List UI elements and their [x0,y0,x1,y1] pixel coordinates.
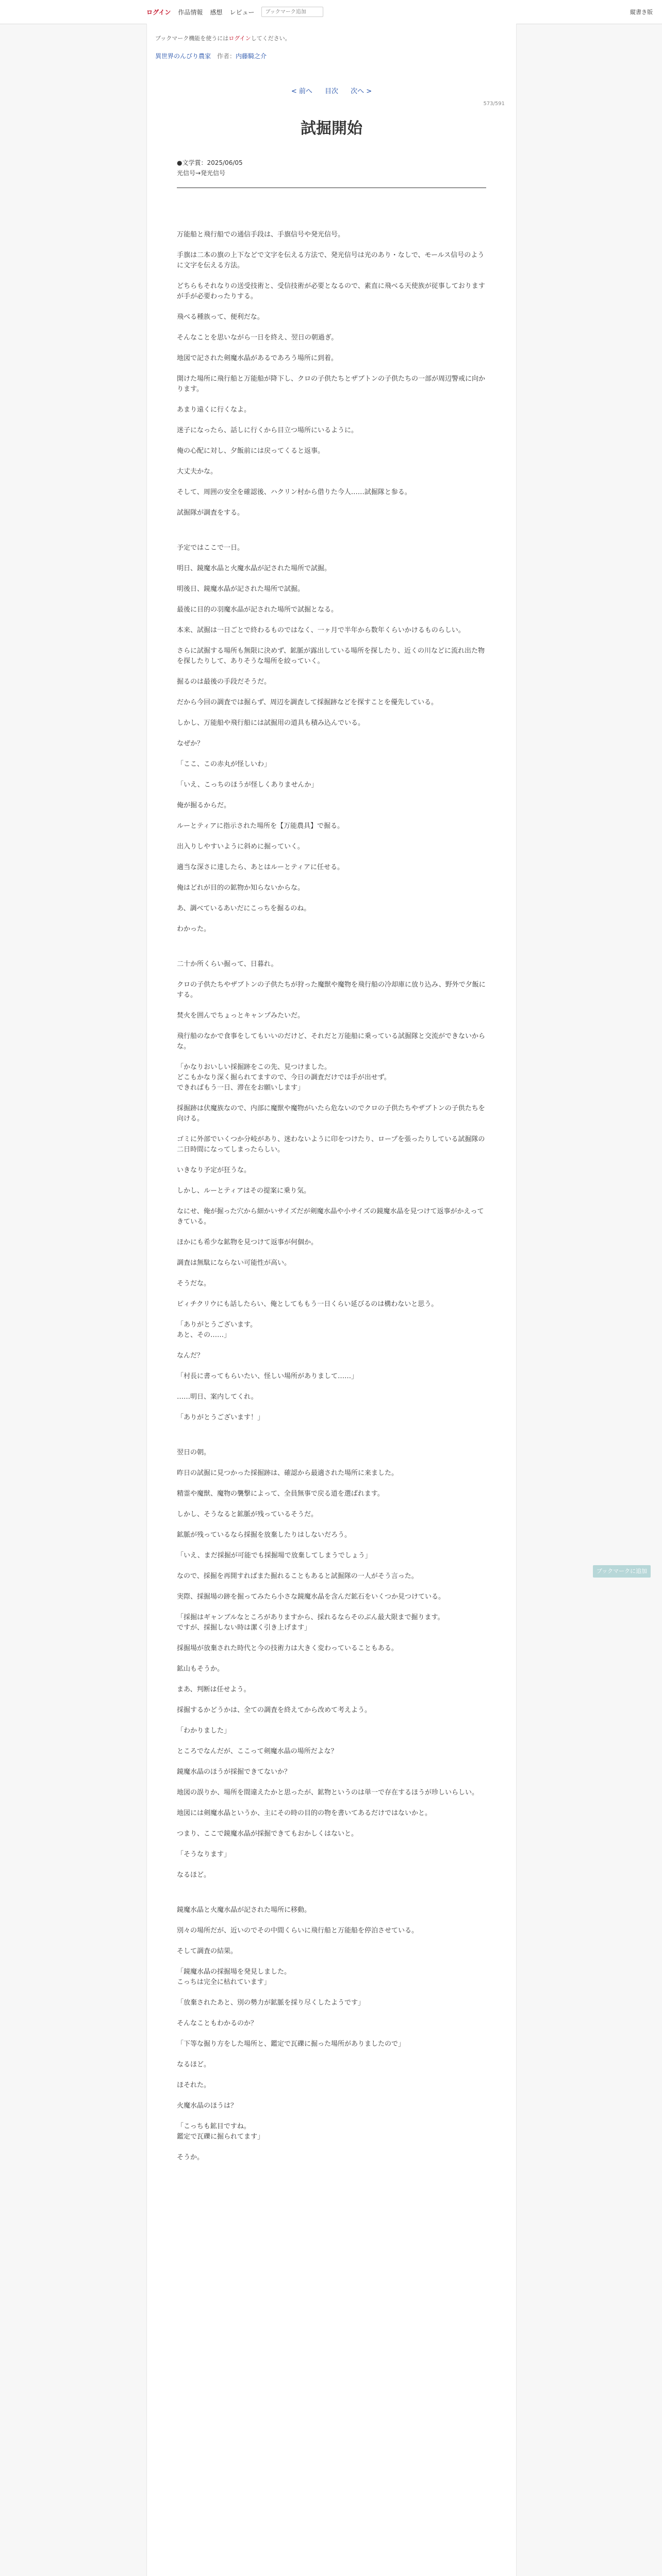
novel-info-line [155,52,267,60]
body-paragraph: なるほど。 [177,2061,211,2069]
body-paragraph: 手旗は二本の旗の上下などで文字を伝える方法で、発光信号は光のあり・なしで、モールス信号のように文字を伝える方法。 [177,251,485,269]
body-paragraph: 掘るのは最後の手段だそうだ。 [177,678,271,686]
novel-title[interactable]: 異世界のんびり農家 [155,53,211,60]
body-paragraph: なぜか？ [177,740,204,748]
login-note: ブックマーク機能を使うにはログインしてください。 [155,35,291,42]
body-paragraph: 鏡魔水晶と火魔水晶が記された場所に移動。 [177,1906,311,1914]
top-bar [0,0,662,24]
body-paragraph: いきなり予定が狂うな。 [177,1166,251,1174]
preface-line: 光信号→発光信号 [177,170,226,177]
body-paragraph: 大丈夫かな。 [177,468,218,476]
body-paragraph: 「いえ、こっちのほうが怪しくありませんか」 [177,781,318,789]
novel-container [146,24,517,2576]
body-paragraph: まあ、判断は任せよう。 [177,1686,251,1693]
body-paragraph: そうか。 [177,2154,204,2161]
top-nav [146,6,323,18]
body-paragraph: 明後日、鏡魔水晶が記された場所で試掘。 [177,585,305,593]
body-paragraph: 「わかりました」 [177,1727,231,1735]
body-paragraph: 鉱山もそうか。 [177,1665,224,1673]
body-paragraph: ほかにも希少な鉱物を見つけて返事が何個か。 [177,1239,318,1246]
author-name[interactable]: 内藤騎之介 [236,53,267,60]
body-paragraph: 俺はどれが目的の鉱物か知らないからな。 [177,884,305,892]
body-paragraph: 適当な深さに達したら、あとはルーとティアに任せる。 [177,863,344,871]
preface-line: ●文学賞：2025/06/05 [177,159,243,166]
body-paragraph: あまり遠くに行くなよ。 [177,406,251,414]
body-paragraph: 「そうなります」 [177,1851,231,1858]
body-paragraph: 試掘隊が調査をする。 [177,509,244,517]
body-paragraph: しかし、ルーとティアはその提案に乗り気。 [177,1187,310,1195]
body-paragraph: 万能船と飛行船での通信手段は、手旗信号や発光信号。 [177,231,345,239]
bookmark-side-button[interactable]: ブックマークに追加 [593,1565,651,1578]
body-paragraph: 採掘するかどうかは、全ての調査を終えてから改めて考えよう。 [177,1706,372,1714]
body-paragraph: 調査は無駄にならない可能性が高い。 [177,1259,291,1267]
body-paragraph: しかし、万能船や飛行船には試掘用の道具も積み込んでいる。 [177,719,365,727]
body-paragraph: 「ありがとうございます！」 [177,1414,264,1421]
body-paragraph: 火魔水晶のほうは？ [177,2102,238,2110]
body-paragraph: 「下等な掘り方をした場所と、鑑定で瓦礫に掘った場所がありましたので」 [177,2040,405,2048]
body-paragraph: なにせ、俺が掘った穴から細かいサイズだが剣魔水晶や小サイズの鏡魔水晶を見つけて返事がかえってきている。 [177,1208,484,1226]
body-paragraph: そして、周囲の安全を確認後、ハクリン村から借りた今人……試掘隊と参る。 [177,488,411,496]
body-paragraph: 「村長に書ってもらいたい、怪しい場所がありまして……」 [177,1372,358,1380]
toc-link[interactable]: 目次 [324,88,338,95]
body-paragraph: 「放棄されたあと、別の勢力が鉱脈を採り尽くしたようです」 [177,1999,365,2007]
body-paragraph: 明日、鏡魔水晶と火魔水晶が記された場所で試掘。 [177,565,332,572]
body-paragraph: そして調査の結果。 [177,1947,238,1955]
body-paragraph: 採掘場が放棄された時代と今の技術力は大きく変わっていることもある。 [177,1645,398,1652]
body-paragraph: 俺の心配に対し、夕飯前には戻ってくると返事。 [177,447,325,455]
body-paragraph: しかし、そうなると鉱脈が残っているそうだ。 [177,1511,318,1518]
blank-line [177,1891,486,1895]
body-paragraph: 予定ではここで一日。 [177,544,244,552]
author-label: 作者： [217,53,236,60]
body-paragraph: 翌日の朝。 [177,1449,211,1456]
body-paragraph: さらに試掘する場所も無限に決めず、鉱脈が露出している場所を探したり、近くの川などに流れ出た物を探したりして、ありそうな場所を絞っていく。 [177,647,485,665]
body-paragraph: 昨日の試掘に見つかった採掘跡は、確認から最適された場所に来ました。 [177,1469,399,1477]
body-paragraph: 「ありがとうございます。 あと、その……」 [177,1321,257,1339]
bookmark-input[interactable] [261,7,323,17]
blank-line [177,1433,486,1437]
body-paragraph: 開けた場所に飛行船と万能船が降下し、クロの子供たちとザブトンの子供たちの一部が周辺警戒に向かります。 [177,375,486,393]
body-paragraph: 「採掘はギャンブルなところがありますから、採れるならそのぶん最大限まで掘ります。 ですが、採掘しない時は潔く引き上げます」 [177,1614,444,1632]
chapter-pager [147,86,516,95]
body-paragraph: 実際、採掘場の跡を掘ってみたら小さな鏡魔水晶を含んだ鉱石をいくつか見つけている。 [177,1593,445,1601]
chapter-number: 573/591 [483,101,505,107]
body-paragraph: 地図には剣魔水晶というか、主にその時の目的の物を書いてあるだけではないかと。 [177,1809,432,1817]
body-paragraph: 焚火を囲んでちょっとキャンプみたいだ。 [177,1012,305,1020]
body-paragraph: そんなことを思いながら一日を終え、翌日の朝過ぎ。 [177,334,338,342]
body-paragraph: 「こっちも鉱目ですね。 鑑定で瓦礫に掘られてます」 [177,2123,264,2141]
body-paragraph: クロの子供たちやザブトンの子供たちが狩った魔獣や魔物を飛行船の冷却庫に放り込み、野外で夕飯にする。 [177,981,486,999]
body-paragraph: ルーとティアに指示された場所を【万能農具】で掘る。 [177,822,344,830]
body-paragraph: 飛行船のなかで食事をしてもいいのだけど、それだと万能船に乗っている試掘隊と交流ができないからな。 [177,1032,486,1050]
body-paragraph: 迷子になったら、話しに行くから目立つ場所にいるように。 [177,427,358,434]
body-paragraph: ほそれた。 [177,2081,211,2089]
body-paragraph: 採掘跡は伏魔族なので、内部に魔獣や魔物がいたら危ないのでクロの子供たちやザブトンの子供たちを向ける。 [177,1105,485,1123]
body-paragraph: 「ここ、この赤丸が怪しいわ」 [177,760,271,768]
body-paragraph: だから今回の調査では掘らず、周辺を調査して採掘跡などを探すことを優先している。 [177,699,438,706]
body-paragraph: ゴミに外部でいくつか分岐があり、迷わないように印をつけたり、ロープを張ったりしている試掘隊の二日時間になってしまったらしい。 [177,1136,485,1154]
body-paragraph: 地図で記された剣魔水晶があるであろう場所に到着。 [177,354,338,362]
body-paragraph: ……明日、案内してくれ。 [177,1393,258,1401]
body-paragraph: なんだ？ [177,1352,204,1360]
body-paragraph: 本来、試掘は一日ごとで終わるものではなく、一ヶ月で半年から数年くらいかけるものらしい。 [177,626,465,634]
body-paragraph: そんなこともわかるのか？ [177,2020,258,2027]
nav-impressions[interactable]: 感想 [210,8,223,16]
body-paragraph: 別々の場所だが、近いのでその中間くらいに飛行船と万能船を停泊させている。 [177,1927,419,1935]
nav-info[interactable]: 作品情報 [178,8,203,16]
body-paragraph: 飛べる種族って、便利だな。 [177,313,264,321]
body-paragraph: 「鏡魔水晶の採掘場を発見しました。 こっちは完全に枯れています」 [177,1968,291,1986]
novel-body [177,230,486,2173]
nav-review[interactable]: レビュー [229,8,255,16]
body-paragraph: 鉱脈が残っているなら採掘を放棄したりはしないだろう。 [177,1531,352,1539]
body-paragraph: どちらもそれなりの送受技術と、受信技術が必要となるので、素直に飛べる天使族が従事しておりますが手が必要わったりする。 [177,282,485,300]
blank-line [177,529,486,533]
body-paragraph: あ、調べているあいだにこっちを掘るのね。 [177,905,311,912]
blank-line [177,945,486,949]
body-paragraph: わかった。 [177,925,211,933]
chapter-title: 試掘開始 [301,120,362,138]
body-paragraph: ピィチクリウにも話したらい、俺としてももう一日くらい延びるのは構わないと思う。 [177,1300,438,1308]
vertical-link[interactable]: 縦書き版 [630,9,653,15]
login-link[interactable]: ログイン [146,8,171,16]
body-paragraph: なので、採掘を再開すればまた掘れることもあると試掘隊の一人がそう言った。 [177,1572,418,1580]
body-paragraph: 「かなりおいしい採掘跡をこの先、見つけました。 どこもかなり深く掘られてますので、今日の調査だけでは手が出せず。 できればもう一日、滞在をお願いします」 [177,1063,391,1092]
body-paragraph: 精霊や魔獣、魔物の襲撃によって、全員無事で戻る道を選ばれます。 [177,1490,384,1498]
body-paragraph: 二十か所くらい掘って、日暮れ。 [177,960,278,968]
preface [177,158,243,178]
body-paragraph: 出入りしやすいように斜めに掘っていく。 [177,843,304,851]
body-paragraph: 「いえ、まだ採掘が可能でも採掘場で放棄してしまうでしょう」 [177,1552,372,1560]
body-paragraph: つまり、ここで鏡魔水晶が採掘できてもおかしくはないと。 [177,1830,358,1838]
body-paragraph: なるほど。 [177,1871,211,1879]
body-paragraph: 俺が掘るからだ。 [177,802,231,809]
login-note-link[interactable]: ログイン [228,35,251,42]
body-paragraph: そうだな。 [177,1280,211,1287]
prev-link[interactable]: < 前へ [291,88,312,95]
next-link[interactable]: 次へ > [351,88,372,95]
body-paragraph: 最後に目的の羽魔水晶が記された場所で試掘となる。 [177,606,338,614]
body-paragraph: 地図の誤りか、場所を間違えたかと思ったが、鉱物というのは単一で存在するほうが珍しいらしい。 [177,1789,479,1797]
body-paragraph: ところでなんだが、ここって剣魔水晶の場所だよな？ [177,1748,338,1755]
body-paragraph: 鏡魔水晶のほうが採掘できてないか？ [177,1768,291,1776]
